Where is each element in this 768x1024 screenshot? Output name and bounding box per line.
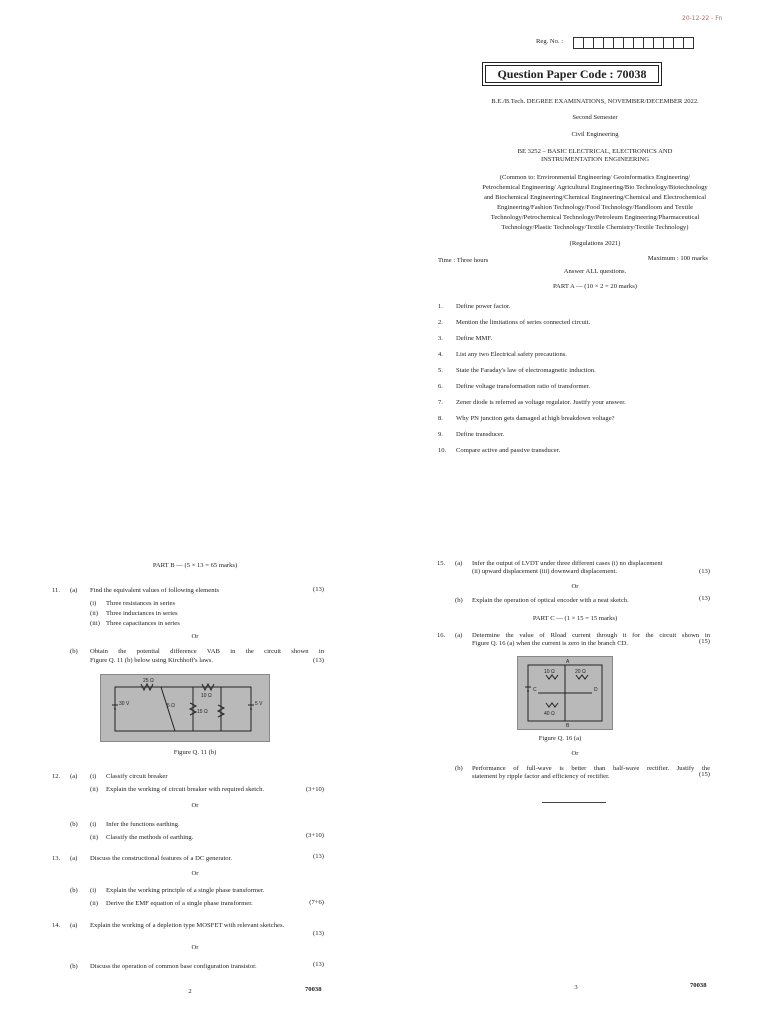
qa-number-4: 4. <box>438 351 443 358</box>
circuit-diagram-q11b <box>101 675 269 741</box>
regulations: (Regulations 2021) <box>569 240 621 247</box>
qa-number-3: 3. <box>438 335 443 342</box>
fig16-label-40ohm: 40 Ω <box>544 711 555 717</box>
q12a-ii-label: (ii) <box>90 786 99 793</box>
qa-number-9: 9. <box>438 431 443 438</box>
course-title-line1: BE 3252 – BASIC ELECTRICAL, ELECTRONICS AND <box>517 148 673 155</box>
common-line-5: Technology/Petrochemical Technology/Petroleum Engineering/Pharmaceutical <box>490 214 700 221</box>
figure-q11b <box>100 674 270 742</box>
q13b-marks: (7+6) <box>309 899 324 906</box>
q15-number: 15. <box>437 560 446 567</box>
fig11-label-25ohm: 25 Ω <box>143 678 154 684</box>
q12b-i-label: (i) <box>90 821 97 828</box>
q13a-text: Discuss the constructional features of a DC generator. <box>90 855 233 862</box>
qa-number-6: 6. <box>438 383 443 390</box>
qa-text-2: Mention the limitations of series connected circuit. <box>456 319 591 326</box>
q15a-text-line2: (ii) upward displacement (iii) downward displacement. <box>472 568 618 575</box>
circuit-diagram-q16a <box>518 657 612 729</box>
common-line-2: Petrochemical Engineering/ Agricultural Engineering/Bio Technology/Biotechnology <box>482 184 708 191</box>
fig16-node-d: D <box>594 687 598 693</box>
q11a-marks: (13) <box>313 586 324 593</box>
semester: Second Semester <box>572 114 618 121</box>
fig11-label-30v: 30 V <box>119 701 130 707</box>
handwritten-date-note: 20-12-22 - Fn <box>682 15 723 22</box>
or-15: Or <box>571 583 579 590</box>
fig11-label-15ohm: 15 Ω <box>197 709 208 715</box>
q11a-item-num-2: (ii) <box>90 610 99 617</box>
page-number-2: 2 <box>188 988 192 995</box>
question-paper-code: Question Paper Code : 70038 <box>485 65 659 83</box>
q13b-ii-label: (ii) <box>90 900 99 907</box>
q15b-label: (b) <box>455 597 463 604</box>
q14-number: 14. <box>52 922 61 929</box>
q15b-text: Explain the operation of optical encoder with a neat sketch. <box>472 597 629 604</box>
figure-q11b-caption: Figure Q. 11 (b) <box>173 749 217 756</box>
q11a-item-2: Three inductances in series <box>106 610 178 617</box>
part-c-heading: PART C — (1 × 15 = 15 marks) <box>532 615 618 622</box>
qa-text-7: Zener diode is referred as voltage regulator. Justify your answer. <box>456 399 626 406</box>
qa-number-1: 1. <box>438 303 443 310</box>
qa-text-10: Compare active and passive transducer. <box>456 447 561 454</box>
q13a-marks: (13) <box>313 853 324 860</box>
end-rule <box>542 802 606 803</box>
q16a-marks: (15) <box>699 638 710 645</box>
common-line-3: and Biochemical Engineering/Chemical Engineering/Chemical and Electrochemical <box>483 194 707 201</box>
q12a-i-label: (i) <box>90 773 97 780</box>
qa-text-4: List any two Electrical safety precautions. <box>456 351 567 358</box>
figure-q16a <box>517 656 613 730</box>
q13-number: 13. <box>52 855 61 862</box>
q11b-marks: (13) <box>313 657 324 664</box>
page-2-code: 70038 <box>305 986 322 993</box>
fig16-node-c: C <box>533 687 537 693</box>
qa-number-2: 2. <box>438 319 443 326</box>
q12b-i-text: Infer the functions earthing. <box>106 821 180 828</box>
q11-number: 11. <box>52 587 60 594</box>
q16a-text-line2: Figure Q. 16 (a) when the current is zero in the branch CD. <box>472 640 629 647</box>
q14a-label: (a) <box>70 922 78 929</box>
q16b-marks: (15) <box>699 771 710 778</box>
q12b-ii-text: Classify the methods of earthing. <box>106 834 194 841</box>
fig11-label-5v: 5 V <box>255 701 263 707</box>
q13b-ii-text: Derive the EMF equation of a single phase transformer. <box>106 900 253 907</box>
qa-text-1: Define power factor. <box>456 303 511 310</box>
q12b-marks: (3+10) <box>305 832 324 839</box>
q15a-text-line1: Infer the output of LVDT under three different cases (i) no displacement <box>472 560 663 567</box>
or-11: Or <box>191 633 199 640</box>
qa-text-6: Define voltage transformation ratio of transformer. <box>456 383 591 390</box>
q14b-label: (b) <box>70 963 78 970</box>
time-allowed: Time : Three hours <box>438 257 489 264</box>
q15a-marks: (13) <box>699 568 710 575</box>
fig16-label-10ohm: 10 Ω <box>544 669 555 675</box>
q12a-label: (a) <box>70 773 78 780</box>
q15b-marks: (13) <box>699 595 710 602</box>
reg-no-digit-box[interactable] <box>683 37 694 49</box>
figure-q16a-caption: Figure Q. 16 (a) <box>538 735 582 742</box>
common-line-6: Technology/Plastic Technology/Textile Chemistry/Textile Technology) <box>501 224 689 231</box>
q14b-marks: (13) <box>313 961 324 968</box>
q12a-i-text: Classify circuit breaker <box>106 773 168 780</box>
qa-text-5: State the Faraday's law of electromagnetic induction. <box>456 367 596 374</box>
qa-text-8: Why PN junction gets damaged at high breakdown voltage? <box>456 415 615 422</box>
q11a-label: (a) <box>70 587 78 594</box>
qa-number-10: 10. <box>438 447 447 454</box>
q13b-i-label: (i) <box>90 887 97 894</box>
q16a-label: (a) <box>455 632 463 639</box>
q16b-label: (b) <box>455 765 463 772</box>
page-number-3: 3 <box>574 984 578 991</box>
reg-no-boxes[interactable] <box>574 34 694 48</box>
q12a-marks: (3+10) <box>305 786 324 793</box>
question-paper-code-box <box>482 62 662 86</box>
branch: Civil Engineering <box>571 131 619 138</box>
q13a-label: (a) <box>70 855 78 862</box>
or-12: Or <box>191 802 199 809</box>
q16a-text-line1: Determine the value of Rload current through it for the circuit shown in <box>472 632 710 639</box>
qa-number-5: 5. <box>438 367 443 374</box>
q12b-ii-label: (ii) <box>90 834 99 841</box>
qa-text-9: Define transducer. <box>456 431 505 438</box>
or-14: Or <box>191 944 199 951</box>
q15a-label: (a) <box>455 560 463 567</box>
part-a-heading: PART A — (10 × 2 = 20 marks) <box>553 283 637 290</box>
fig11-label-10ohm: 10 Ω <box>201 693 212 699</box>
q11b-text-line2: Figure Q. 11 (b) below using Kirchhoff's laws. <box>90 657 213 664</box>
or-13: Or <box>191 870 199 877</box>
q16b-text-line2: statement by ripple factor and efficiency of rectifier. <box>472 773 610 780</box>
q12-number: 12. <box>52 773 61 780</box>
q11a-text: Find the equivalent values of following elements <box>90 587 219 594</box>
q11a-item-num-3: (iii) <box>90 620 100 627</box>
course-title-line2: INSTRUMENTATION ENGINEERING <box>540 156 650 163</box>
or-16: Or <box>571 750 579 757</box>
part-b-heading: PART B — (5 × 13 = 65 marks) <box>152 562 238 569</box>
q14b-text: Discuss the operation of common base configuration transistor. <box>90 963 257 970</box>
q13b-label: (b) <box>70 887 78 894</box>
reg-no-label: Reg. No. : <box>536 38 564 45</box>
exam-title: B.E./B.Tech. DEGREE EXAMINATIONS, NOVEMBER/DECEMBER 2022. <box>491 98 699 105</box>
q11b-label: (b) <box>70 648 78 655</box>
fig16-node-a: A <box>566 659 570 665</box>
q13b-i-text: Explain the working principle of a single phase transformer. <box>106 887 265 894</box>
fig16-node-b: B <box>566 723 570 729</box>
page-3-code: 70038 <box>690 982 707 989</box>
q16-number: 16. <box>437 632 446 639</box>
fig11-label-5ohm: 5 Ω <box>167 703 175 709</box>
maximum-marks: Maximum : 100 marks <box>647 255 708 262</box>
q16b-text-line1: Performance of full-wave is better than half-wave rectifier. Justify the <box>472 765 710 772</box>
common-line-4: Engineering/Fashion Technology/Food Technology/Handloom and Textile <box>496 204 694 211</box>
q12a-ii-text: Explain the working of circuit breaker with required sketch. <box>106 786 265 793</box>
q14a-marks: (13) <box>313 930 324 937</box>
q12b-label: (b) <box>70 821 78 828</box>
qa-number-7: 7. <box>438 399 443 406</box>
q14a-text: Explain the working of a depletion type MOSFET with relevant sketches. <box>90 922 285 929</box>
instruction: Answer ALL questions. <box>563 268 627 275</box>
q11a-item-3: Three capacitances in series <box>106 620 180 627</box>
q11a-item-num-1: (i) <box>90 600 97 607</box>
common-line-1: (Common to: Environmental Engineering/ Geoinformatics Engineering/ <box>499 174 691 181</box>
qa-number-8: 8. <box>438 415 443 422</box>
fig16-label-20ohm: 20 Ω <box>575 669 586 675</box>
q11a-item-1: Three resistances in series <box>106 600 176 607</box>
q11b-text-line1: Obtain the potential difference VAB in the circuit shown in <box>90 648 324 655</box>
qa-text-3: Define MMF. <box>456 335 493 342</box>
